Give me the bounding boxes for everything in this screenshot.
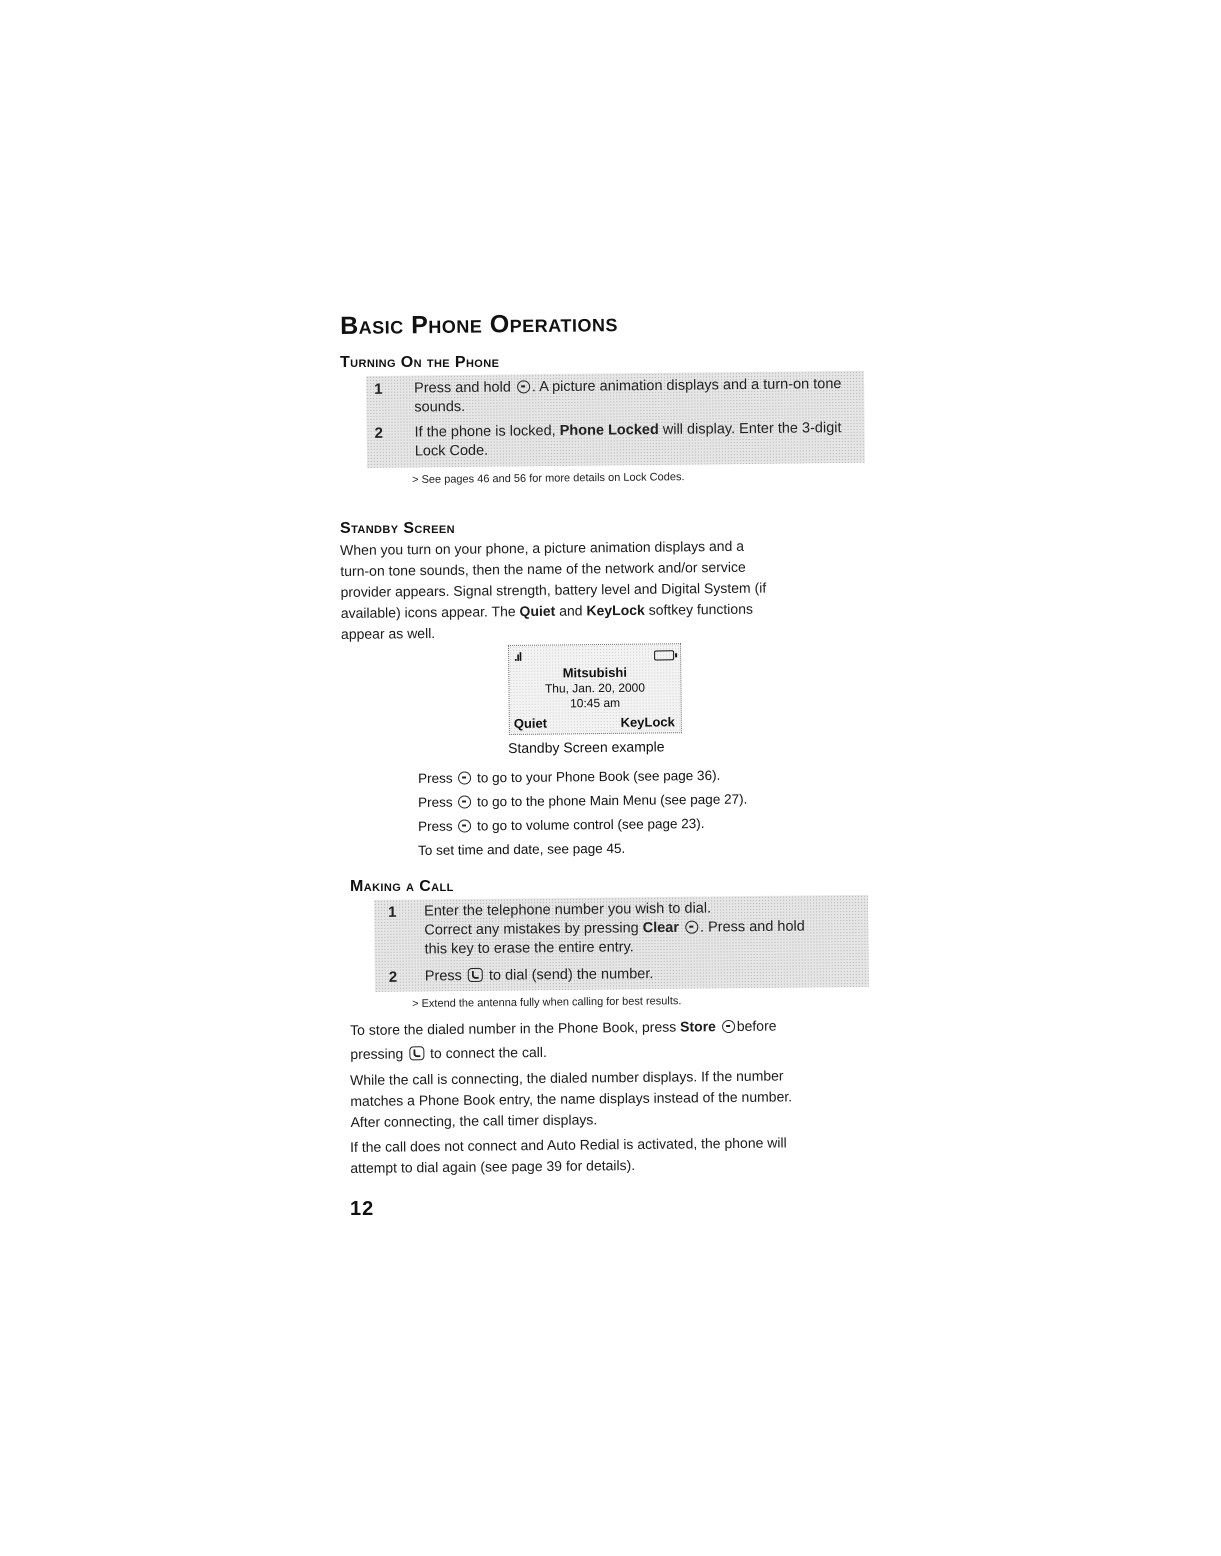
step-text: . A picture animation displays and a turn-on tone sounds.	[414, 376, 842, 416]
paragraph-line: If the call does not connect and Auto Redial is activated, the phone will	[350, 1134, 787, 1155]
section-heading-standby: Standby Screen	[340, 520, 455, 537]
screen-provider: Mitsubishi	[562, 664, 628, 681]
screen-time: 10:45 am	[570, 695, 621, 711]
power-key-icon	[517, 380, 530, 393]
step-number: 2	[374, 424, 384, 442]
send-key-icon	[468, 968, 483, 982]
paragraph-line: turn-on tone sounds, then the name of the network and/or service	[340, 558, 746, 579]
making-call-step-2	[389, 963, 863, 988]
paragraph-line: After connecting, the call timer displays.	[350, 1111, 598, 1130]
keylock-label: KeyLock	[586, 601, 645, 619]
section-heading-turning-on: Turning On the Phone	[340, 354, 500, 371]
phone-locked-label: Phone Locked	[559, 421, 659, 439]
press-phonebook-line	[418, 768, 720, 786]
text: to go to the phone Main Menu (see page 27).	[477, 791, 748, 810]
text: Correct any mistakes by pressing	[424, 920, 639, 939]
clear-label: Clear	[642, 919, 680, 937]
standby-caption: Standby Screen example	[508, 738, 665, 756]
text: pressing	[350, 1045, 404, 1062]
text: to dial (send) the number.	[488, 966, 654, 984]
text: Press	[418, 794, 453, 810]
text: and	[559, 602, 583, 619]
screen-date: Thu, Jan. 20, 2000	[544, 680, 646, 696]
signal-strength-icon: .ıl	[514, 649, 522, 664]
page-number: 12	[350, 1198, 375, 1220]
turning-on-step-1	[374, 375, 854, 420]
text: To store the dialed number in the Phone Book, press	[350, 1018, 677, 1038]
press-volume-line	[418, 816, 705, 834]
section-heading-making-call: Making a Call	[350, 878, 454, 895]
text: before	[736, 1017, 777, 1034]
step-text: will display. Enter the 3-digit Lock Code.	[414, 420, 842, 460]
paragraph-line	[350, 1037, 870, 1066]
step-text: If the phone is locked,	[414, 423, 556, 441]
step-text: Press and hold	[414, 379, 511, 397]
store-key-icon	[722, 1020, 735, 1033]
text: . Press and hold	[699, 918, 805, 936]
set-time-line: To set time and date, see page 45.	[418, 840, 626, 858]
page-title: Basic Phone Operations	[340, 309, 619, 340]
left-key-icon	[458, 771, 471, 784]
press-menu-line	[418, 792, 747, 810]
paragraph-line: matches a Phone Book entry, the name displays instead of the number.	[350, 1088, 793, 1109]
step-text: this key to erase the entire entry.	[424, 939, 634, 958]
text: Press	[418, 770, 453, 786]
paragraph-line: When you turn on your phone, a picture animation displays and a	[340, 537, 745, 558]
auto-redial-paragraph	[350, 1132, 875, 1179]
step-number: 1	[388, 903, 397, 921]
antenna-note: > Extend the antenna fully when calling for best results.	[412, 995, 682, 1010]
text: to go to your Phone Book (see page 36).	[477, 767, 721, 786]
menu-key-icon	[458, 795, 471, 808]
quiet-label: Quiet	[519, 602, 556, 620]
lock-codes-note: > See pages 46 and 56 for more details on Lock Codes.	[412, 471, 685, 486]
paragraph-line: provider appears. Signal strength, battery level and Digital System (if	[340, 579, 767, 600]
text: to connect the call.	[429, 1043, 547, 1062]
text: to go to volume control (see page 23).	[477, 816, 705, 834]
connecting-paragraph	[350, 1065, 871, 1133]
volume-key-icon	[458, 819, 471, 832]
turning-on-step-2	[375, 419, 855, 464]
screen-softkey-quiet: Quiet	[513, 715, 548, 731]
step-number: 1	[374, 380, 383, 398]
making-call-steps-box	[374, 895, 869, 992]
text: available) icons appear. The	[340, 603, 516, 621]
turning-on-steps-box	[366, 371, 865, 468]
send-key-icon	[409, 1046, 424, 1060]
step-text: Enter the telephone number you wish to dial.	[424, 900, 712, 920]
store-label: Store	[680, 1018, 716, 1035]
battery-icon	[654, 650, 674, 660]
text: Press	[418, 818, 453, 834]
paragraph-line: appear as well.	[340, 625, 436, 642]
step-number: 2	[388, 968, 398, 986]
text: softkey functions	[648, 600, 754, 618]
store-paragraph	[350, 1013, 870, 1066]
clear-key-icon	[685, 921, 698, 934]
screen-softkey-keylock: KeyLock	[620, 714, 675, 730]
paragraph-line: While the call is connecting, the dialed number displays. If the number	[350, 1067, 784, 1088]
standby-paragraph	[340, 535, 861, 645]
paragraph-line: attempt to dial again (see page 39 for details).	[350, 1157, 636, 1176]
text: Press	[424, 968, 462, 985]
making-call-step-1	[388, 898, 863, 965]
standby-screen-example	[508, 643, 682, 735]
